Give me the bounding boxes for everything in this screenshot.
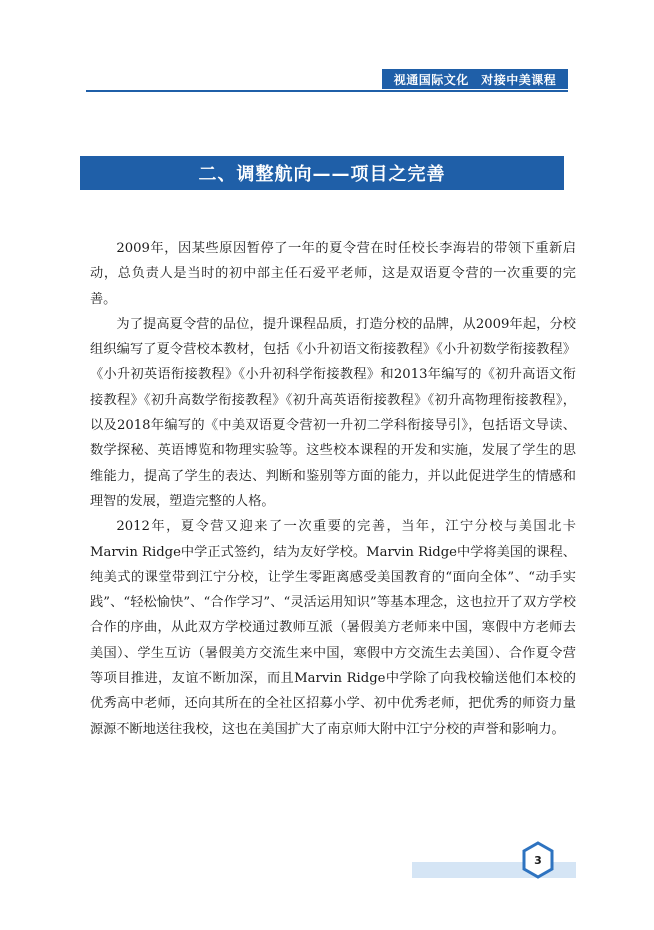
section-title-banner bbox=[80, 156, 564, 190]
paragraph-3: 2012年，夏令营又迎来了一次重要的完善，当年，江宁分校与美国北卡Marvin Ridge中学正式签约，结为友好学校。Marvin Ridge中学将美国的课程、纯美式的课堂带到江宁分校，让学生零距离感受美国教育的“面向全体”、“动手实践”、“轻松愉快”、“合作学习”、“灵活运用知识”等基本理念，这也拉开了双方学校合作的序曲，从此双方学校通过教师互派（暑假美方老师来中国，寒假中方老师去美国）、学生互访（暑假美方交流生来中国，寒假中方交流生去美国）、合作夏令营等项目推进，友谊不断加深，而且Marvin Ridge中学除了向我校输送他们本校的优秀高中老师，还向其所在的全社区招募小学、初中优秀老师，把优秀的师资力量源源不断地送往我校，这也在美国扩大了南京师大附中江宁分校的声誉和影响力。 bbox=[90, 519, 576, 737]
body-text bbox=[90, 236, 576, 742]
paragraph-2: 为了提高夏令营的品位，提升课程品质，打造分校的品牌，从2009年起，分校组织编写了夏令营校本教材，包括《小升初语文衔接教程》《小升初数学衔接教程》《小升初英语衔接教程》《小升初科学衔接教程》和2013年编写的《初升高语文衔接教程》《初升高数学衔接教程》《初升高英语衔接教程》《初升高物理衔接教程》，以及2018年编写的《中美双语夏令营初一升初二学科衔接导引》，包括语文导读、数学探秘、英语博览和物理实验等。这些校本课程的开发和实施，发展了学生的思维能力，提高了学生的表达、判断和鉴别等方面的能力，并以此促进学生的情感和理智的发展，塑造完整的人格。 bbox=[90, 316, 576, 509]
page-number-badge bbox=[521, 841, 555, 879]
page-number: 3 bbox=[534, 853, 542, 867]
section-title: 二、调整航向——项目之完善 bbox=[198, 164, 446, 185]
paragraph-1: 2009年，因某些原因暂停了一年的夏令营在时任校长李海岩的带领下重新启动，总负责人是当时的初中部主任石爱平老师，这是双语夏令营的一次重要的完善。 bbox=[90, 241, 576, 307]
running-header-text: 视通国际文化 对接中美课程 bbox=[393, 72, 557, 87]
running-header bbox=[382, 69, 568, 89]
header-rule bbox=[86, 90, 568, 92]
